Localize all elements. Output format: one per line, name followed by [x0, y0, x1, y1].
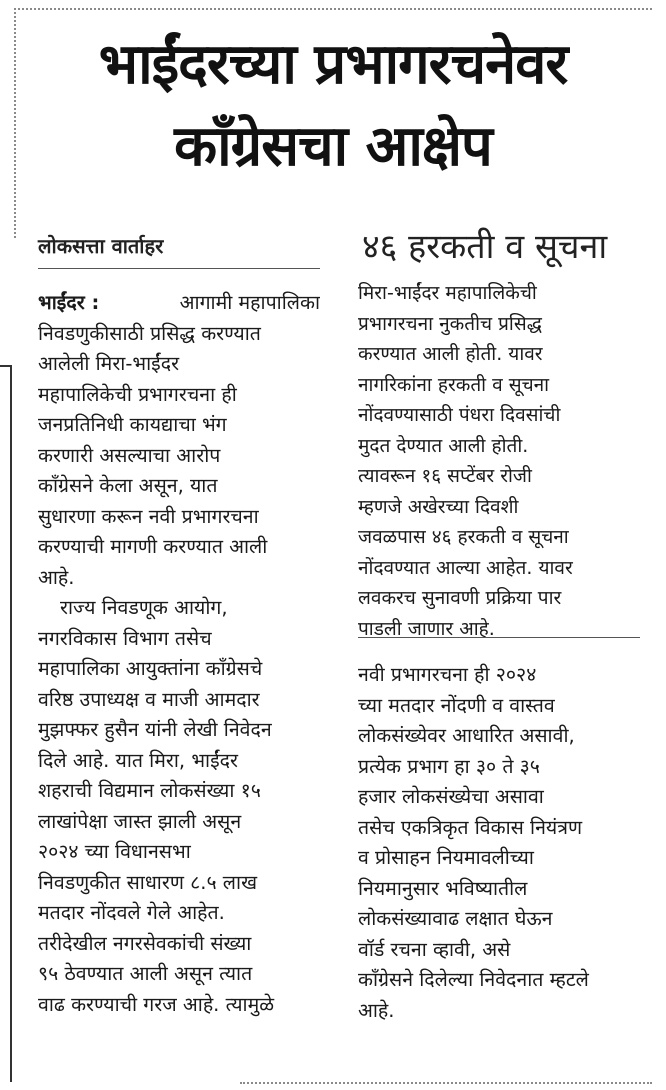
headline-line-1: भाईंदरच्या प्रभागरचनेवर: [98, 32, 568, 97]
article-line: त्यावरून १६ सप्टेंबर रोजी: [358, 465, 532, 487]
article-line: महापालिकेची प्रभागरचना ही: [38, 382, 237, 406]
article-line: नोंदवण्यासाठी पंधरा दिवसांची: [358, 404, 561, 426]
dateline: भाईंदर :: [38, 291, 100, 314]
right-column-bottom: [358, 660, 640, 1026]
article-line: तरीदेखील नगरसेवकांची संख्या: [38, 931, 252, 955]
article-line: सुधारणा करून नवी प्रभागरचना: [38, 504, 259, 528]
article-line: [38, 288, 320, 319]
article-line: दिले आहे. यात मिरा, भाईंदर: [38, 748, 238, 772]
article-line: आलेली मिरा-भाईंदर: [38, 352, 180, 375]
article-line: वाढ करण्याची गरज आहे. त्यामुळे: [38, 992, 275, 1016]
subheading: ४६ हरकती व सूचना: [362, 227, 608, 267]
article-line: तसेच एकत्रिकृत विकास नियंत्रण: [358, 815, 583, 839]
article-line: म्हणजे अखेरच्या दिवशी: [358, 495, 519, 518]
article-line: करणारी असल्याचा आरोप: [38, 443, 221, 467]
article-line: करण्याची मागणी करण्यात आली: [38, 535, 268, 558]
article-line: आहे.: [38, 565, 75, 589]
article-line: लवकरच सुनावणी प्रक्रिया पार: [358, 587, 562, 609]
article-line: पाडली जाणार आहे.: [358, 617, 495, 640]
article-line: व प्रोसाहन नियमावलीच्या: [358, 846, 534, 869]
article-line: निवडणुकीत साधारण ८.५ लाख: [38, 870, 258, 894]
article-line: जनप्रतिनिधी कायद्याचा भंग: [38, 413, 227, 436]
left-dotted-border: [14, 8, 16, 238]
article-line: जवळपास ४६ हरकती व सूचना: [358, 526, 569, 548]
article-line: च्या मतदार नोंदणी व वास्तव: [358, 693, 555, 717]
article-line: ९५ ठेवण्यात आली असून त्यात: [38, 962, 253, 985]
article-line: वॉर्ड रचना व्हावी, असे: [358, 937, 511, 961]
article-line: राज्य निवडणूक आयोग,: [60, 596, 228, 619]
section-rule: [358, 637, 640, 638]
article-line: करण्यात आली होती. यावर: [358, 343, 543, 365]
article-line-text: आगामी महापालिका: [179, 291, 320, 314]
top-dotted-border: [14, 8, 652, 10]
article-line: आहे.: [358, 998, 395, 1022]
article-line: प्रभागरचना नुकतीच प्रसिद्ध: [358, 312, 542, 335]
article-line: मुझफ्फर हुसैन यांनी लेखी निवेदन: [38, 718, 272, 741]
article-line: नवी प्रभागरचना ही २०२४: [358, 663, 537, 686]
article-line: लोकसंख्येवर आधारित असावी,: [358, 724, 575, 747]
article-line: नोंदवण्यात आल्या आहेत. यावर: [358, 556, 573, 579]
article-line: निवडणुकीसाठी प्रसिद्ध करण्यात: [38, 321, 261, 345]
article-line: महापालिका आयुक्तांना काँग्रेसचे: [38, 657, 263, 680]
article-line: काँग्रेसने केला असून, यात: [38, 474, 218, 497]
left-column: [38, 288, 320, 1020]
article-line: नियमानुसार भविष्यातील: [358, 876, 528, 900]
article-line: २०२४ च्या विधानसभा: [38, 840, 191, 863]
byline: लोकसत्ता वार्ताहर: [38, 234, 164, 258]
article-line: हजार लोकसंख्येचा असावा: [358, 785, 544, 808]
article-line: मतदार नोंदवले गेले आहेत.: [38, 901, 225, 924]
article-line: काँग्रेसने दिलेल्या निवेदनात म्हटले: [358, 968, 589, 991]
article-line: लोकसंख्यावाढ लक्षात घेऊन: [358, 907, 553, 930]
article-line: नगरविकास विभाग तसेच: [38, 626, 212, 650]
headline-line-2: काँग्रेसचा आक्षेप: [174, 114, 492, 179]
article-line: लाखांपेक्षा जास्त झाली असून: [38, 809, 242, 833]
article-line: नागरिकांना हरकती व सूचना: [358, 373, 550, 396]
article-line: प्रत्येक प्रभाग हा ३० ते ३५: [358, 754, 540, 778]
article-line: मुदत देण्यात आली होती.: [358, 434, 529, 457]
headline: [20, 24, 646, 188]
bottom-dotted-border: [240, 1082, 652, 1084]
column-bracket: [0, 365, 12, 1082]
byline-rule: [38, 268, 320, 269]
article-line: मिरा-भाईंदर महापालिकेची: [358, 282, 537, 304]
article-line: शहराची विद्यमान लोकसंख्या १५: [38, 779, 261, 802]
right-column-top: [358, 278, 640, 644]
article-line: वरिष्ठ उपाध्यक्ष व माजी आमदार: [38, 687, 260, 711]
